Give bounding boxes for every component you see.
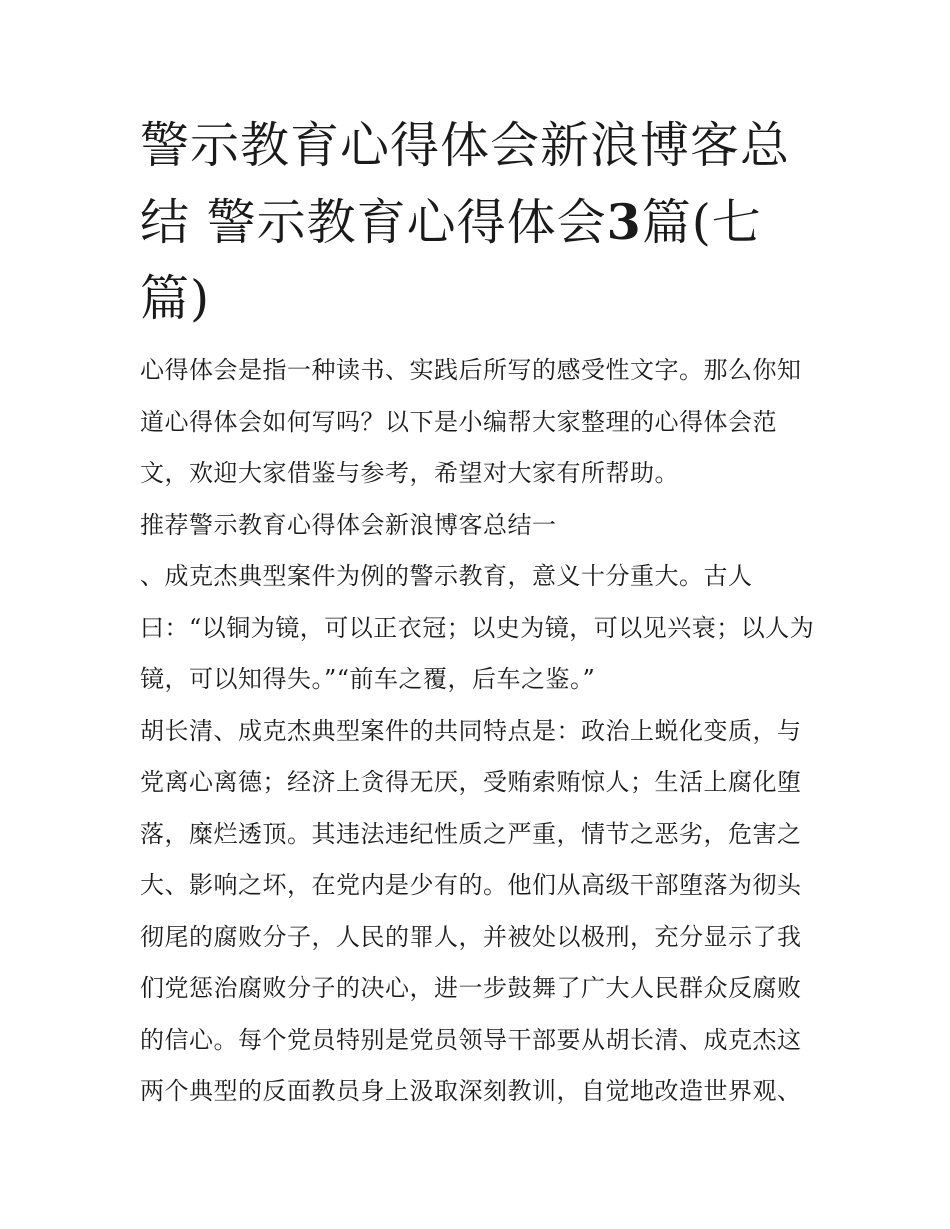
title-text-part1: 警示教育心得体会新浪博客总结 警示教育心得体会	[140, 117, 791, 251]
paragraph-body: 胡长清、成克杰典型案件的共同特点是：政治上蜕化变质，与党离心离德；经济上贪得无厌，受贿索贿惊人；生活上腐化堕落，糜烂透顶。其违法违纪性质之严重，情节之恶劣，危害之大、影响之坏，在党内是少有的。他们从高级干部堕落为彻头彻尾的腐败分子，人民的罪人，并被处以极刑，充分显示了我们党惩治腐败分子的决心，进一步鼓舞了广大人民群众反腐败的信心。每个党员特别是党员领导干部要从胡长清、成克杰这两个典型的反面教员身上汲取深刻教训，自觉地改造世界观、	[140, 716, 802, 1105]
document-title	[140, 108, 820, 337]
paragraph-quote: 、成克杰典型案件为例的警示教育，意义十分重大。古人曰：“以铜为镜，可以正衣冠；以史为镜，可以见兴衰；以人为镜，可以知得失。”“前车之覆，后车之鉴。”	[140, 562, 815, 693]
document-content	[140, 108, 820, 1118]
paragraph-heading: 推荐警示教育心得体会新浪博客总结一	[140, 510, 557, 539]
title-number: 3	[606, 193, 642, 251]
paragraph-intro: 心得体会是指一种读书、实践后所写的感受性文字。那么你知道心得体会如何写吗？以下是小编帮大家整理的心得体会范文，欢迎大家借鉴与参考，希望对大家有所帮助。	[140, 356, 802, 487]
title-text-part2: 篇(七篇)	[140, 194, 762, 327]
